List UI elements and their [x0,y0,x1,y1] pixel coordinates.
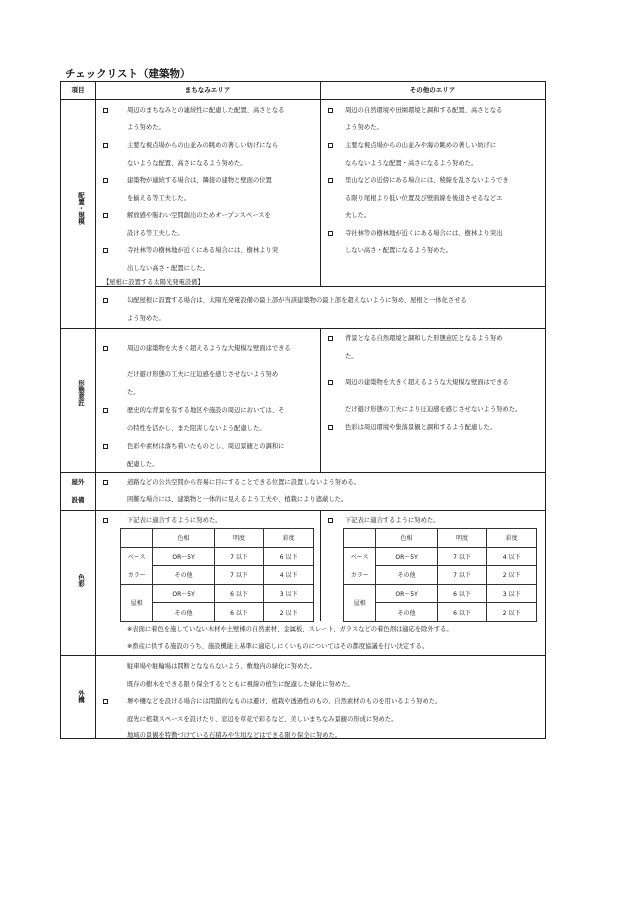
criterion-text: 駐車場や駐輪場は間断となならないよう、敷地内の緑化に努めた。 [127,663,316,670]
criterion-text: 下記表に適合するように努めた。 [127,517,222,524]
criterion-text: 塀や柵などを設ける場合には閉鎖的なものは避け、植栽や透過性のもの、自然素材のものを用いるよう努めた。 [127,698,442,705]
table-cell: 7 以下 [214,566,264,585]
checkbox[interactable] [103,248,108,253]
table-cell: OR～5Y [376,547,437,566]
checkbox[interactable] [328,231,333,236]
checkbox[interactable] [103,408,108,413]
criterion-text: よう努めた。 [127,315,165,322]
table-cell: その他 [153,566,214,585]
table-cell: 2 以下 [487,603,537,622]
row-label: カラー [121,566,153,585]
section-label-form: 形態意匠 [77,380,85,406]
checkbox[interactable] [103,699,108,704]
criterion-text: 歴史的な背景を有する地区や施設の周辺においては、そ [127,407,285,414]
section-label-exterior: 外構 [77,690,85,703]
criterion-text: 周辺のまちなみとの連続性に配慮した配置、高さとなる [127,107,285,114]
criterion-text: しない高さ・配置になるよう努めた。 [345,247,453,254]
table-header: 色相 [153,529,214,548]
checkbox[interactable] [103,108,108,113]
row-label: 屋根 [344,584,376,621]
checkbox[interactable] [328,425,333,430]
criterion-text: 設ける等工夫した。 [127,230,184,237]
row-label: カラー [344,566,376,585]
section-label-color: 色彩 [77,574,85,587]
criterion-text: の特性を活かし、また阻害しないよう配慮した。 [127,425,266,432]
table-cell: 7 以下 [437,566,487,585]
color-note: ※畜産に供する施設のうち、施設機能上基準に適応しにくいものについてはその都度協議を行い決定する。 [127,643,429,650]
checkbox[interactable] [103,298,108,303]
checklist-table [60,81,546,739]
table-cell: その他 [376,566,437,585]
criterion-text: 困難な場合には、建築物と一体的に見えるよう工夫や、植栽により遮蔽した。 [127,496,348,503]
table-cell: 6 以下 [437,603,487,622]
table-cell: 4 以下 [264,566,314,585]
table-header: 色相 [376,529,437,548]
criterion-text: 道路などの公共空間から容易に目にすることできる位置に設置しないよう努める。 [127,479,360,486]
table-header: 明度 [214,529,264,548]
criterion-text: よう努めた。 [127,124,165,131]
checkbox[interactable] [328,143,333,148]
criterion-text: だけ避け形態の工夫により圧迫感を感じさせないよう努めた。 [345,406,522,413]
checkbox[interactable] [103,178,108,183]
checkbox[interactable] [328,178,333,183]
checkbox[interactable] [328,336,333,341]
table-cell: その他 [376,603,437,622]
criterion-text: だけ避け形態の工夫に圧迫感を感じさせないよう努め [127,371,279,378]
criterion-text: 色彩や素材は落ち着いたものとし、周辺景観との調和に [127,443,285,450]
criterion-text: 夫した。 [345,212,371,219]
header-other-area: その他のエリア [409,86,456,94]
table-header: 明度 [437,529,487,548]
criterion-text: ならないような配置・高さになるよう努めた。 [345,160,478,167]
criterion-text: 解放感や賑わい空間創出のためオープンスペースを [127,212,271,219]
criterion-text: 建築物が連続する場合は、隣接の建物と壁面の位置 [127,177,272,184]
checkbox[interactable] [103,444,108,449]
table-cell: 2 以下 [487,566,537,585]
criterion-text: 主要な視点場からの山並みの眺めの著しい妨げになら [127,142,279,149]
color-standards-table-town [120,528,314,622]
criterion-text: た。 [345,353,358,360]
section-label-outdoor-2: 設備 [71,496,85,504]
criterion-text: 出しない高さ・配置にした。 [127,265,209,272]
criterion-text: 寺社林等の樹林地が近くにある場合には、樹林より突出 [345,230,503,237]
criterion-text: 主要な視点場からの山並みや海の眺めの著しい妨げに [345,142,497,149]
table-cell: OR～5Y [376,584,437,603]
criterion-text: 背景となる自然環境と調和した形態意匠となるよう努め [345,335,503,342]
checkbox[interactable] [103,518,108,523]
table-cell: OR～5Y [153,547,214,566]
criterion-text: 周辺の自然環境や田園環境と調和する配置、高さとなる [345,107,503,114]
table-cell: 6 以下 [264,547,314,566]
criterion-text: 下記表に適合するように努めた。 [345,517,440,524]
row-label: ベース [344,547,376,566]
page-title: チェックリスト（建築物） [65,68,191,80]
criterion-text: 周辺の建築物を大きく超えるような大規模な壁面はできる [127,345,291,352]
table-header: 彩度 [487,529,537,548]
table-cell: 3 以下 [264,584,314,603]
table-header: 彩度 [264,529,314,548]
section-label-outdoor-1: 屋外 [71,478,85,486]
criterion-text: 配慮した。 [127,461,159,468]
header-item: 項目 [71,86,85,94]
table-cell: その他 [153,603,214,622]
checkbox[interactable] [103,346,108,351]
checkbox[interactable] [103,143,108,148]
criterion-text: ないような配置、高さになるよう努めた。 [127,160,247,167]
table-cell: 3 以下 [487,584,537,603]
table-cell: 2 以下 [264,603,314,622]
row-label: 屋根 [121,584,153,621]
color-standards-table-other [343,528,537,622]
solar-heading: 【屋根に設置する太陽光発電設備】 [103,279,204,286]
criterion-text: る限り尾根より低い位置及び壁面線を後退させるなどエ [345,195,503,202]
table-cell: 7 以下 [437,547,487,566]
checkbox[interactable] [328,108,333,113]
criterion-text: 既存の樹木をできる限り保全するとともに視線の植生に配慮した緑化に努めた。 [127,681,354,688]
criterion-text: た。 [127,389,140,396]
table-cell: 6 以下 [214,584,264,603]
header-town-area: まちなみエリア [184,86,231,94]
table-cell: 6 以下 [214,603,264,622]
criterion-text: 庭先に植栽スペースを設けたり、窓辺を草花で彩るなど、美しいまちなみ景観の形成に努めた。 [127,716,398,723]
section-label-placement: 配置・規模 [77,192,85,225]
table-cell: OR～5Y [153,584,214,603]
criterion-text: 地域の景観を特徴づけている石積みや生垣などはできる限り保全に努めた。 [127,732,342,739]
criterion-text: よう努めた。 [345,124,383,131]
criterion-text: を揃える等工夫した。 [127,195,190,202]
checkbox[interactable] [103,213,108,218]
table-cell: 4 以下 [487,547,537,566]
checkbox[interactable] [328,380,333,385]
checkbox[interactable] [328,518,333,523]
row-label: ベース [121,547,153,566]
table-cell: 6 以下 [437,584,487,603]
criterion-text: 周辺の建築物を大きく超えるような大規模な壁面はできる [345,379,509,386]
criterion-text: 色彩は周辺環境や集落景観と調和するよう配慮した。 [345,424,497,431]
checkbox[interactable] [103,480,108,485]
criterion-text: 勾配屋根に設置する場合は、太陽光発電設備の最上部が当該建築物の最上部を超えないように努め、屋根と一体化させる [127,297,467,304]
criterion-text: 里山などの近傍にある場合には、稜線を乱さないようでき [345,177,509,184]
criterion-text: 寺社林等の樹林地が近くにある場合には、樹林より突 [127,247,279,254]
table-cell: 7 以下 [214,547,264,566]
color-note: ※表面に着色を施していない木材や土壁棟の自然素材、金属板、スレート、ガラスなどの着色剤は適応を除外する。 [127,626,453,633]
